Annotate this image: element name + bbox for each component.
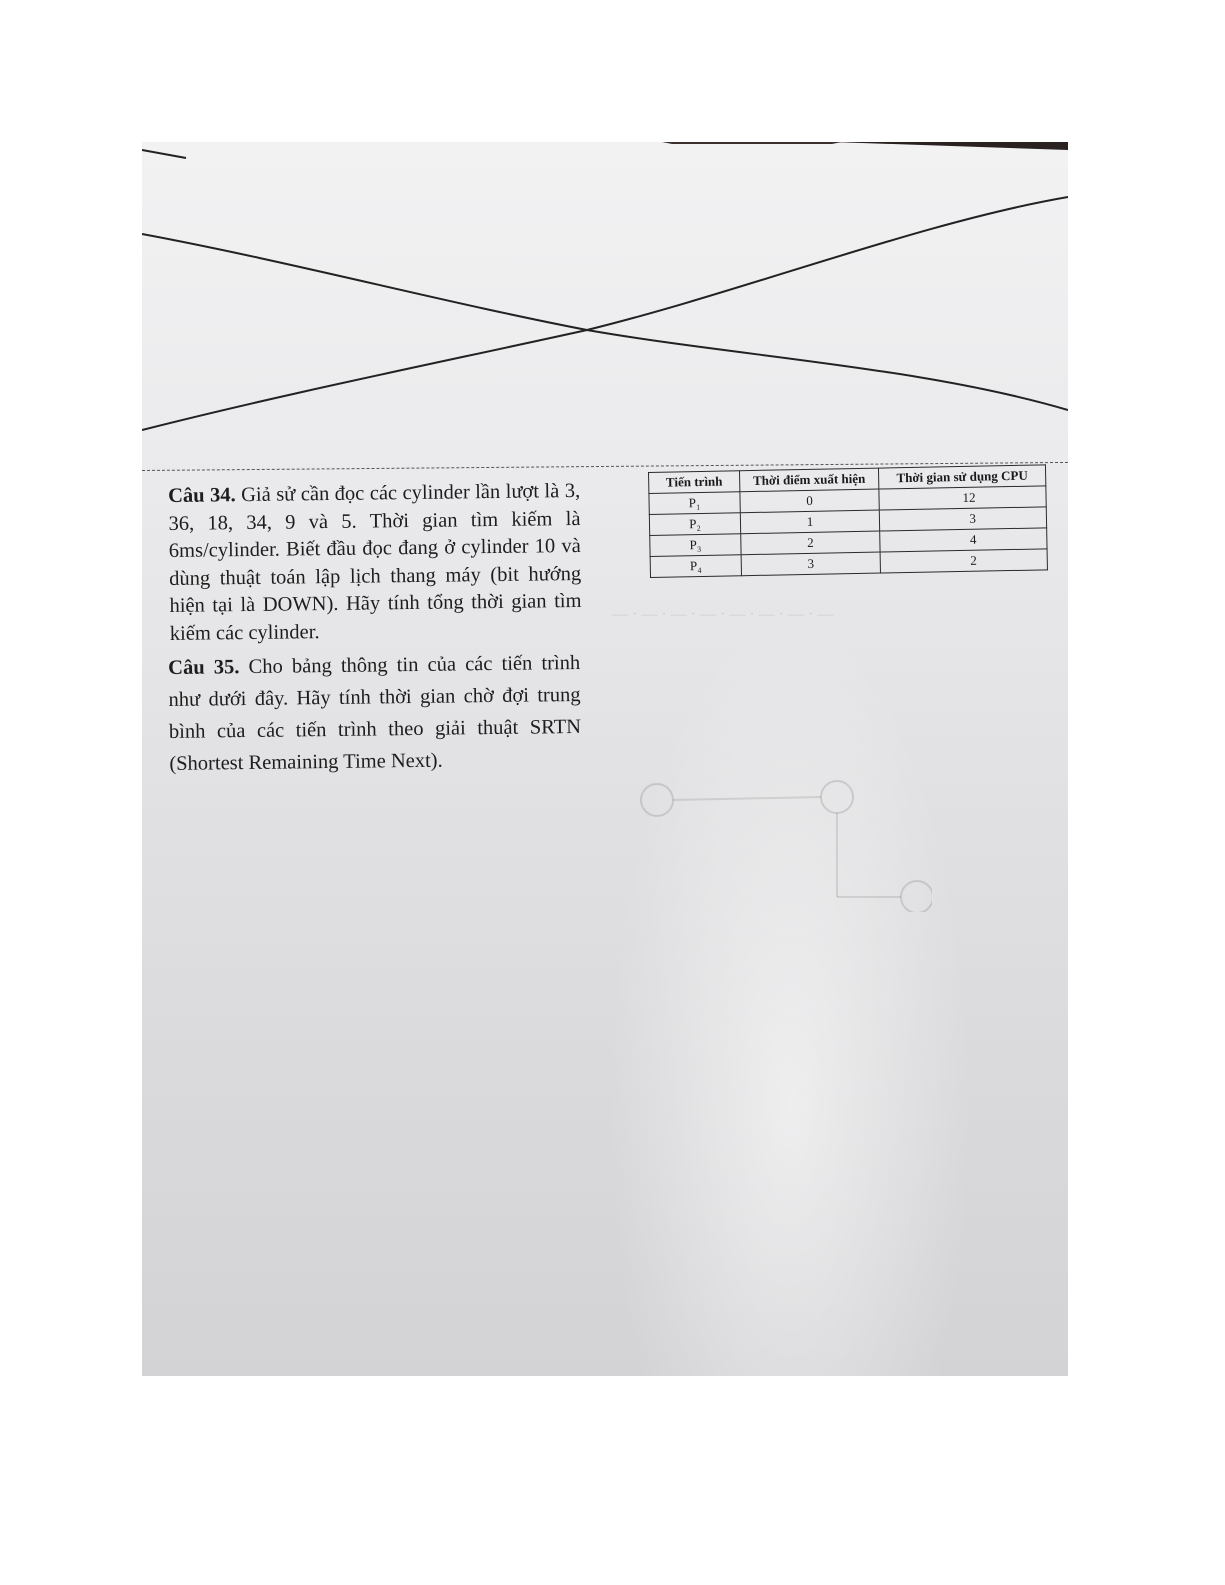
document-photo <box>142 142 1068 1376</box>
process-name: P₃ <box>650 534 741 557</box>
cpu-burst: 3 <box>879 507 1046 531</box>
question-34 <box>168 478 582 648</box>
question-34-number: Câu 34. <box>168 484 236 507</box>
question-35-text: Cho bảng thông tin của các tiến trình như dưới đây. Hãy tính thời gian chờ đợi trung bình của các tiến trình theo giải thuật SRTN (Shortest Remaining Time Next). <box>168 651 582 775</box>
question-35-number: Câu 35. <box>168 656 240 679</box>
header-cpu-burst: Thời gian sử dụng CPU <box>878 465 1045 489</box>
bleed-through-text: — · — · — · — · — · — · — · — <box>612 606 834 623</box>
arrival-time: 0 <box>740 489 879 513</box>
question-35 <box>168 647 582 780</box>
arrival-time: 2 <box>741 531 880 555</box>
process-name: P₁ <box>649 492 740 515</box>
arrival-time: 1 <box>740 510 879 534</box>
header-process: Tiến trình <box>649 471 740 494</box>
bleed-through-diagram <box>632 762 932 912</box>
header-arrival-time: Thời điểm xuất hiện <box>739 468 878 492</box>
question-34-text: Giả sử cần đọc các cylinder lần lượt là 3, 36, 18, 34, 9 và 5. Thời gian tìm kiếm là 6ms/cylinder. Biết đầu đọc đang ở cylinder 10 và dùng thuật toán lập lịch thang máy (bit hướng hiện tại là DOWN). Hãy tính tổng thời gian tìm kiếm các cylinder. <box>168 479 582 645</box>
cpu-burst: 4 <box>880 528 1047 552</box>
process-table <box>648 464 1048 578</box>
process-name: P₂ <box>649 513 740 536</box>
crossed-out-mark <box>142 142 1068 472</box>
process-name: P₄ <box>650 555 741 578</box>
arrival-time: 3 <box>741 552 880 576</box>
cpu-burst: 2 <box>880 549 1047 573</box>
cpu-burst: 12 <box>879 486 1046 510</box>
